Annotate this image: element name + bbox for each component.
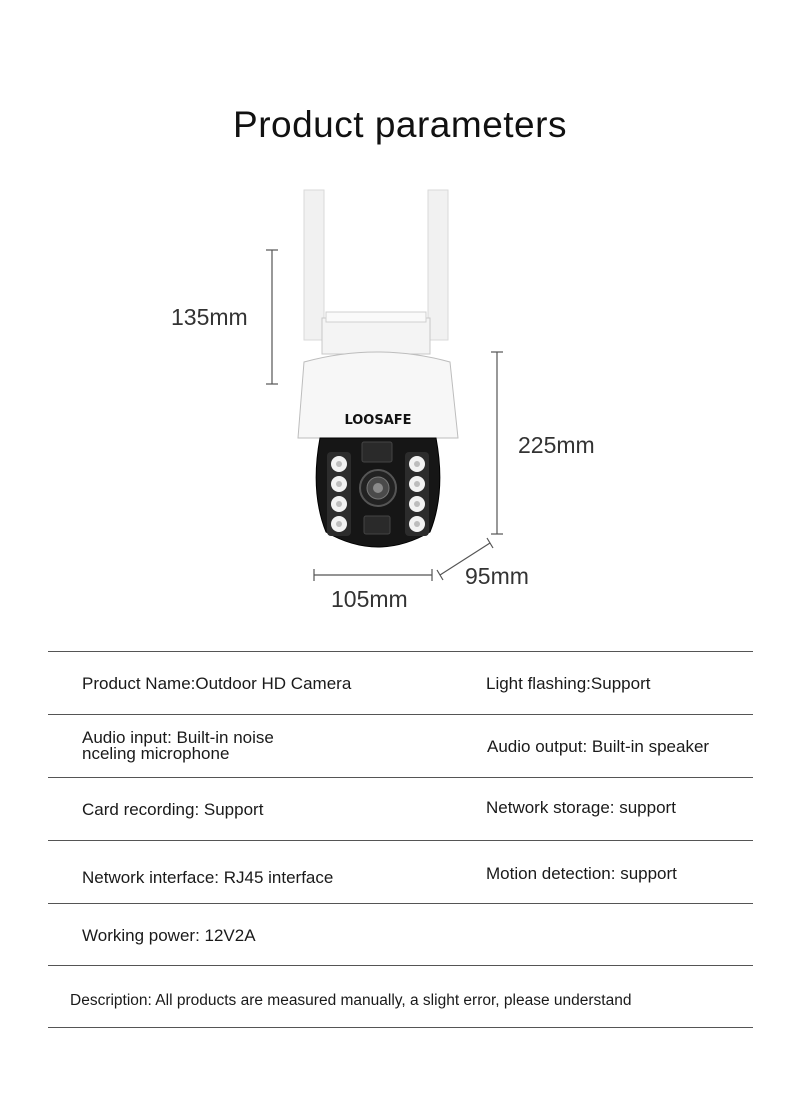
table-divider [48, 965, 753, 966]
table-divider [48, 651, 753, 652]
brand-logo: LOOSAFE [344, 413, 412, 428]
camera-illustration [0, 180, 800, 620]
table-divider [48, 777, 753, 778]
spec-network-storage: Network storage: support [486, 798, 676, 817]
right-antenna [428, 190, 448, 340]
antenna-dimension-label: 135mm [171, 304, 248, 330]
height-dimension-label: 225mm [518, 432, 595, 458]
spec-audio-input-line1: Audio input: Built-in noise [82, 728, 274, 747]
page-title: Product parameters [233, 104, 567, 145]
table-divider [48, 714, 753, 715]
mount-bracket [322, 318, 430, 354]
table-divider [48, 840, 753, 841]
table-divider [48, 903, 753, 904]
table-divider [48, 1027, 753, 1028]
left-antenna [304, 190, 324, 340]
spec-audio-input-line2: nceling microphone [82, 744, 230, 763]
spec-card-recording: Card recording: Support [82, 800, 264, 819]
spec-light-flashing: Light flashing:Support [486, 674, 651, 693]
spec-audio-output: Audio output: Built-in speaker [487, 737, 710, 756]
depth-dimension-label: 95mm [465, 563, 529, 589]
measurement-disclaimer: Description: All products are measured manually, a slight error, please understand [70, 992, 632, 1009]
spec-motion-detection: Motion detection: support [486, 864, 677, 883]
spec-working-power: Working power: 12V2A [82, 926, 256, 945]
spec-product-name: Product Name:Outdoor HD Camera [82, 674, 352, 693]
width-dimension-label: 105mm [331, 586, 408, 612]
spec-network-interface: Network interface: RJ45 interface [82, 868, 334, 887]
